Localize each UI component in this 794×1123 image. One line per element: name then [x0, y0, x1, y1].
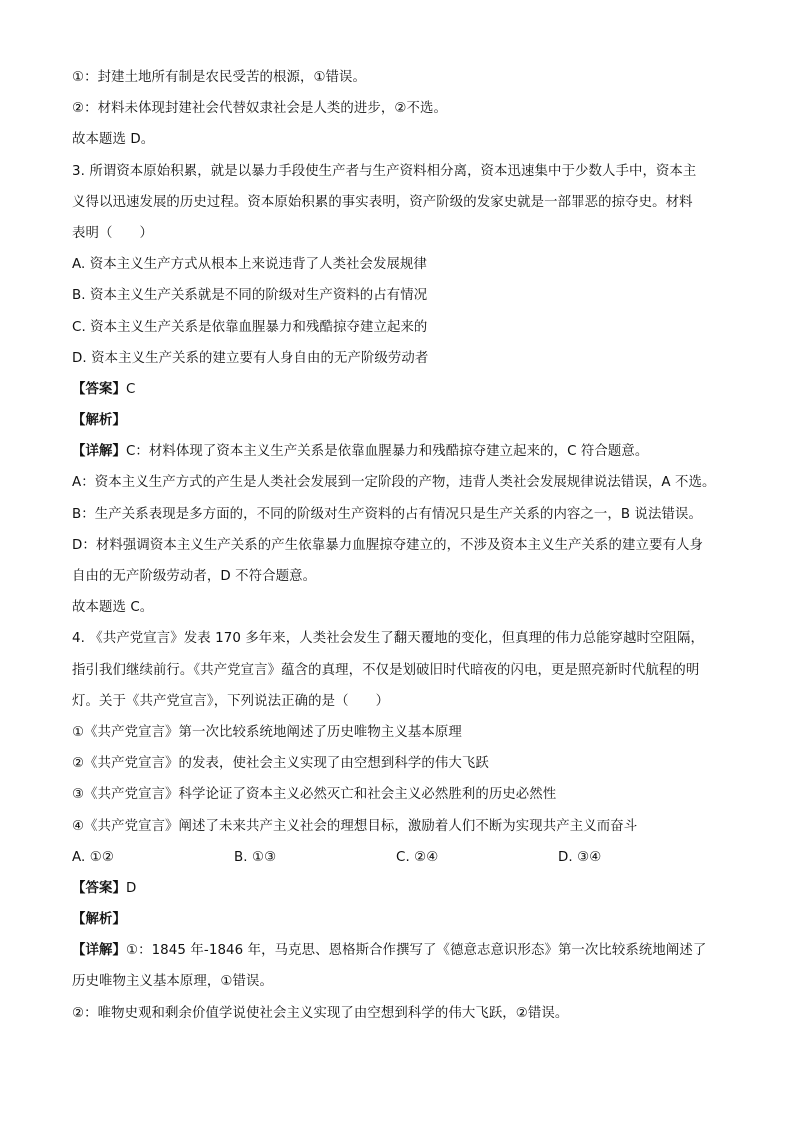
- q4-option-b: B. ①③: [234, 849, 277, 865]
- q4-detail-line: ②：唯物史观和剩余价值学说使社会主义实现了由空想到科学的伟大飞跃，②错误。: [72, 1005, 569, 1021]
- q3-stem-line: 3. 所谓资本原始积累，就是以暴力手段使生产者与生产资料相分离，资本迅速集中于少数人手中，资本主: [72, 163, 697, 179]
- q4-statement: ③《共产党宣言》科学论证了资本主义必然灭亡和社会主义必然胜利的历史必然性: [72, 787, 557, 803]
- q3-option-a: A. 资本主义生产方式从根本上来说违背了人类社会发展规律: [72, 257, 428, 273]
- detail-tag: 【详解】: [72, 444, 126, 460]
- q4-detail-line: [72, 935, 762, 966]
- q3-analysis-heading: 【解析】: [72, 413, 126, 429]
- q4-detail-line: 历史唯物主义基本原理，①错误。: [72, 974, 273, 990]
- q4-statement: ②《共产党宣言》的发表，使社会主义实现了由空想到科学的伟大飞跃: [72, 756, 489, 772]
- answer-tag: 【答案】: [72, 880, 126, 896]
- q4-stem-line: 4. 《共产党宣言》发表 170 多年来，人类社会发生了翻天覆地的变化，但真理的伟力总能穿越时空阻隔，: [72, 631, 704, 647]
- document-page: [72, 62, 762, 1029]
- q3-option-c: C. 资本主义生产关系是依靠血腥暴力和残酷掠夺建立起来的: [72, 319, 428, 335]
- q3-stem-line: 表明（ ）: [72, 225, 153, 241]
- prev-analysis-line: ②：材料未体现封建社会代替奴隶社会是人类的进步，②不选。: [72, 101, 447, 117]
- q4-options: [72, 842, 762, 873]
- q4-statement: ①《共产党宣言》第一次比较系统地阐述了历史唯物主义基本原理: [72, 724, 462, 740]
- q4-analysis-heading: 【解析】: [72, 912, 126, 928]
- q4-stem-line: 指引我们继续前行。《共产党宣言》蕴含的真理，不仅是划破旧时代暗夜的闪电，更是照亮新时代航程的明: [72, 662, 700, 678]
- answer-tag: 【答案】: [72, 381, 126, 397]
- q3-detail-line: [72, 436, 762, 467]
- q3-conclusion: 故本题选 C。: [72, 600, 154, 616]
- q4-answer: [72, 873, 762, 904]
- q4-option-c: C. ②④: [396, 849, 439, 865]
- answer-value: D: [125, 880, 137, 896]
- prev-conclusion: 故本题选 D。: [72, 132, 155, 148]
- q3-option-b: B. 资本主义生产关系就是不同的阶级对生产资料的占有情况: [72, 288, 428, 304]
- q3-option-d: D. 资本主义生产关系的建立要有人身自由的无产阶级劳动者: [72, 350, 429, 366]
- q3-detail-line: A：资本主义生产方式的产生是人类社会发展到一定阶段的产物，违背人类社会发展规律说法错误，A 不选。: [72, 475, 716, 491]
- q4-stem-line: 灯。关于《共产党宣言》，下列说法正确的是（ ）: [72, 693, 390, 709]
- detail-text: C：材料体现了资本主义生产关系是依靠血腥暴力和残酷掠夺建立起来的，C 符合题意。: [125, 444, 649, 460]
- q3-detail-line: B：生产关系表现是多方面的，不同的阶级对生产资料的占有情况只是生产关系的内容之一，B 说法错误。: [72, 506, 703, 522]
- q3-detail-line: 自由的无产阶级劳动者，D 不符合题意。: [72, 569, 317, 584]
- q3-stem-line: 义得以迅速发展的历史过程。资本原始积累的事实表明，资产阶级的发家史就是一部罪恶的掠夺史。材料: [72, 194, 693, 210]
- q4-option-d: D. ③④: [558, 849, 602, 865]
- answer-value: C: [125, 381, 136, 397]
- prev-analysis-line: ①：封建土地所有制是农民受苦的根源，①错误。: [72, 70, 367, 85]
- q3-detail-line: D：材料强调资本主义生产关系的产生依靠暴力血腥掠夺建立的，不涉及资本主义生产关系的建立要有人身: [72, 537, 703, 553]
- q4-option-a: A. ①②: [72, 849, 114, 865]
- q4-statement: ④《共产党宣言》阐述了未来共产主义社会的理想目标，激励着人们不断为实现共产主义而奋斗: [72, 818, 638, 834]
- detail-text: ①：1845 年-1846 年，马克思、恩格斯合作撰写了《德意志意识形态》第一次比较系统地阐述了: [125, 943, 707, 959]
- q3-answer: [72, 374, 762, 405]
- detail-tag: 【详解】: [72, 943, 126, 959]
